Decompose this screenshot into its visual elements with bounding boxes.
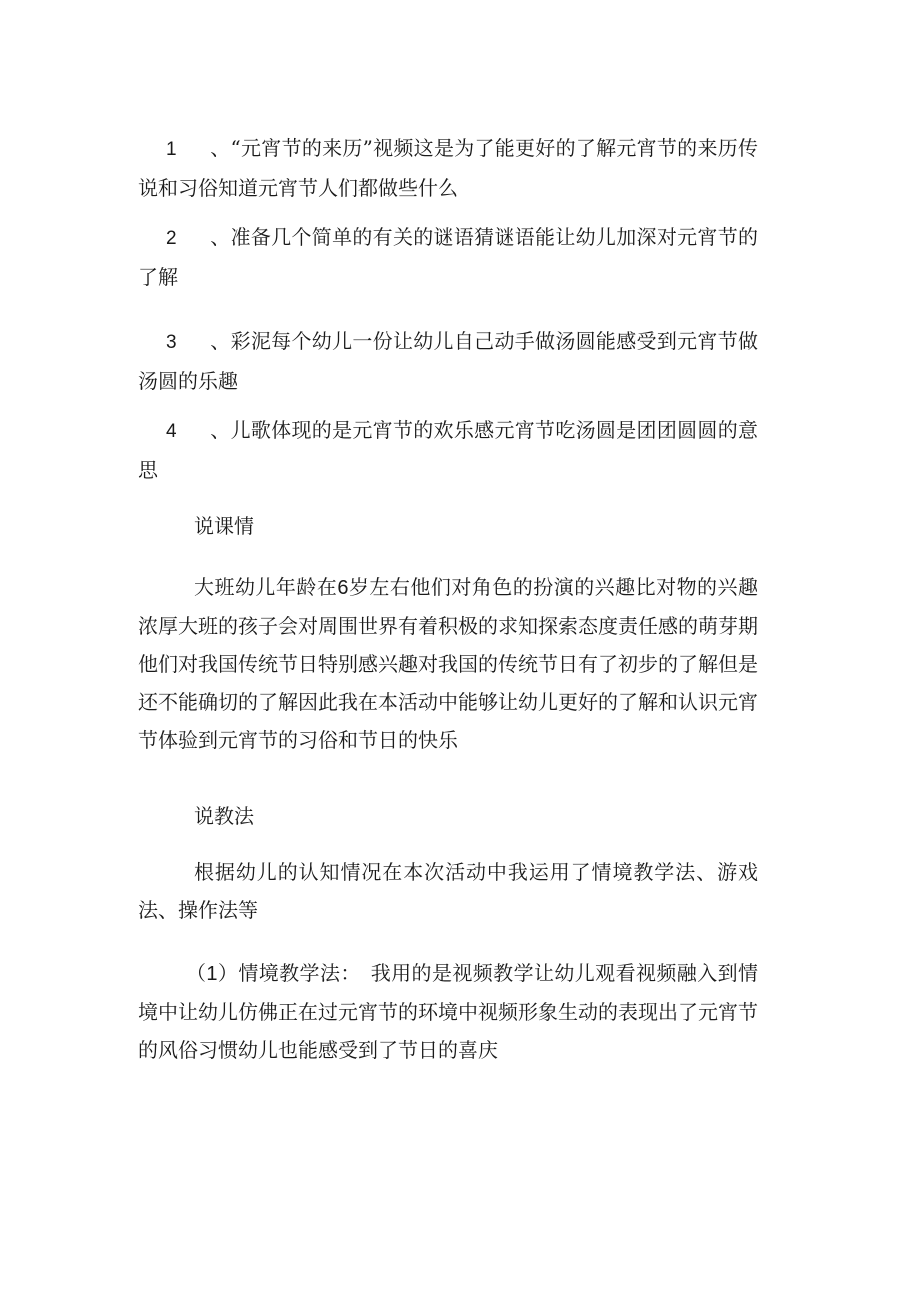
method-label: （1）情境教学法： — [186, 963, 361, 985]
method-item-1 — [138, 954, 758, 1069]
list-text: 、儿歌体现的是元宵节的欢乐感元宵节吃汤圆是团团圆圆的意思 — [138, 418, 758, 482]
section-paragraph-method: 根据幼儿的认知情况在本次活动中我运用了情境教学法、游戏法、操作法等 — [138, 860, 758, 922]
age-number: 6 — [337, 577, 349, 599]
list-item-1 — [138, 129, 758, 207]
list-item-3 — [138, 322, 758, 400]
list-text: 、准备几个简单的有关的谜语猜谜语能让幼儿加深对元宵节的了解 — [138, 225, 758, 289]
list-text: 、“元宵节的来历”视频这是为了能更好的了解元宵节的来历传说和习俗知道元宵节人们都做些什么 — [138, 136, 758, 200]
list-item-2 — [138, 218, 758, 296]
section-heading-method: 说教法 — [194, 804, 254, 828]
list-number: 3 — [166, 332, 177, 353]
paragraph-text: 岁左右他们对角色的扮演的兴趣比对物的兴趣浓厚大班的孩子会对周围世界有着积极的求知探索态度责任感的萌芽期他们对我国传统节日特别感兴趣对我国的传统节日有了初步的了解但是还不能确切的了解因此我在本活动中能够让幼儿更好的了解和认识元宵节体验到元宵节的习俗和节日的快乐 — [138, 575, 759, 752]
list-text: 、彩泥每个幼儿一份让幼儿自己动手做汤圆能感受到元宵节做汤圆的乐趣 — [138, 329, 758, 393]
section-heading-lesson: 说课情 — [194, 514, 254, 538]
list-number: 2 — [166, 228, 177, 249]
paragraph-text: 大班幼儿年龄在 — [194, 575, 338, 599]
section-paragraph-lesson — [138, 568, 758, 759]
list-number: 1 — [166, 139, 177, 160]
method-text: 我用的是视频教学让幼儿观看视频融入到情境中让幼儿仿佛正在过元宵节的环境中视频形象生动的表现出了元宵节的风俗习惯幼儿也能感受到了节日的喜庆 — [138, 961, 758, 1062]
list-number: 4 — [166, 421, 177, 442]
list-item-4 — [138, 411, 758, 489]
